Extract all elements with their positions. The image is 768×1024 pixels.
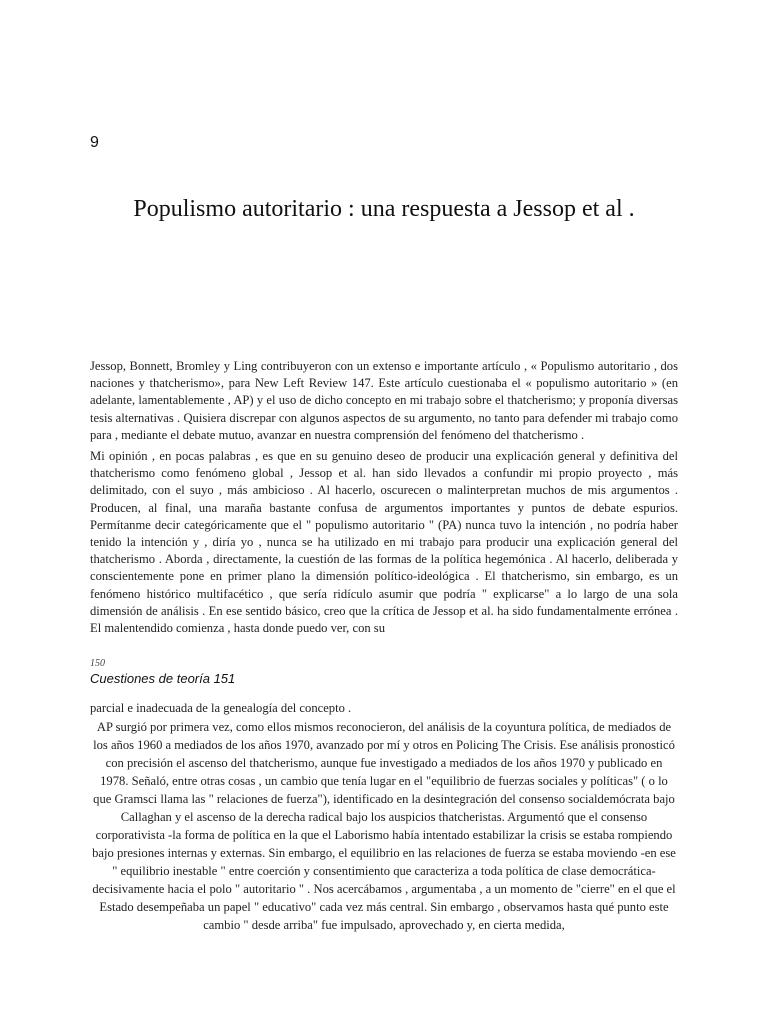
running-head: Cuestiones de teoría 151 xyxy=(90,671,236,686)
chapter-number: 9 xyxy=(90,134,99,151)
paragraph-2: Mi opinión , en pocas palabras , es que en su genuino deseo de producir una explicación general y definitiva del thatcherismo como fenómeno global , Jessop et al. han sido llevados a confundir mi propio proyecto , más delimitado, con el suyo , más ambicioso . Al hacerlo, oscurecen o malinterpretan muchos de mis argumentos . Producen, al final, una maraña bastante confusa de argumentos importantes y puntos de debate espurios. Permítanme decir categóricamente que el " populismo autoritario " (PA) nunca tuvo la intención , no podría haber tenido la intención y , diría yo , nunca se ha utilizado en mi trabajo para producir una explicación general del thatcherismo . Aborda , directamente, la cuestión de las formas de la política hegemónica . Al hacerlo, deliberada y conscientemente pone en primer plano la dimensión político-ideológica . El thatcherismo, sin embargo, es un fenómeno histórico multifacético , que sería ridículo asumir que podría " explicarse" a lo largo de una sola dimensión de análisis . En ese sentido básico, creo que la crítica de Jessop et al. ha sido fundamentalmente errónea . El malentendido comienza , hasta donde puedo ver, con su xyxy=(90,449,678,636)
continuation-first-line-block xyxy=(90,700,678,717)
page-footer xyxy=(90,658,235,686)
paragraph-1: Jessop, Bonnett, Bromley y Ling contribuyeron con un extenso e importante artículo , « Populismo autoritario , dos naciones y thatcherismo», para New Left Review 147. Este artículo cuestionaba el « populismo autoritario » (en adelante, lamentablemente , AP) y el uso de dicho concepto en mi trabajo sobre el thatcherismo; y proponía diversas tesis alternativas . Quisiera discrepar con algunos aspectos de su argumento, no tanto para defender mi trabajo como para , mediante el debate mutuo, avanzar en nuestra comprensión del fenómeno del thatcherismo . xyxy=(90,359,678,442)
paragraph-2-block xyxy=(90,448,678,637)
continuation-block xyxy=(90,718,678,934)
paragraph-1-block xyxy=(90,358,678,444)
continuation-first-line: parcial e inadecuada de la genealogía del concepto . xyxy=(90,701,352,715)
chapter-title: Populismo autoritario : una respuesta a Jessop et al . xyxy=(133,196,635,222)
continuation-paragraph: AP surgió por primera vez, como ellos mismos reconocieron, del análisis de la coyuntura política, de mediados de los años 1960 a mediados de los años 1970, avanzado por mí y otros en Policing The Crisis. Ese análisis pronosticó con precisión el ascenso del thatcherismo, aunque fue investigado a mediados de los años 1970 y publicado en 1978. Señaló, entre otras cosas , un cambio que tenía lugar en el "equilibrio de fuerzas sociales y políticas" ( o lo que Gramsci llama las " relaciones de fuerza"), identificado en la desintegración del consenso socialdemócrata bajo Callaghan y el ascenso de la derecha radical bajo los auspicios thatcheristas. Argumentó que el consenso corporativista -la forma de política en la que el Laborismo había intentado estabilizar la crisis se estaba rompiendo bajo presiones internas y externas. Sin embargo, el equilibrio en las relaciones de fuerza se estaba moviendo -en ese " equilibrio inestable " entre coerción y consentimiento que caracteriza a toda política de clase democrática- decisivamente hacia el polo " autoritario " . Nos acercábamos , argumentaba , a un momento de "cierre" en el que el Estado desempeñaba un papel " educativo" cada vez más central. Sin embargo , observamos hasta qué punto este cambio " desde arriba" fue impulsado, aprovechado y, en cierta medida, xyxy=(92,720,676,932)
page-number: 150 xyxy=(90,658,105,669)
